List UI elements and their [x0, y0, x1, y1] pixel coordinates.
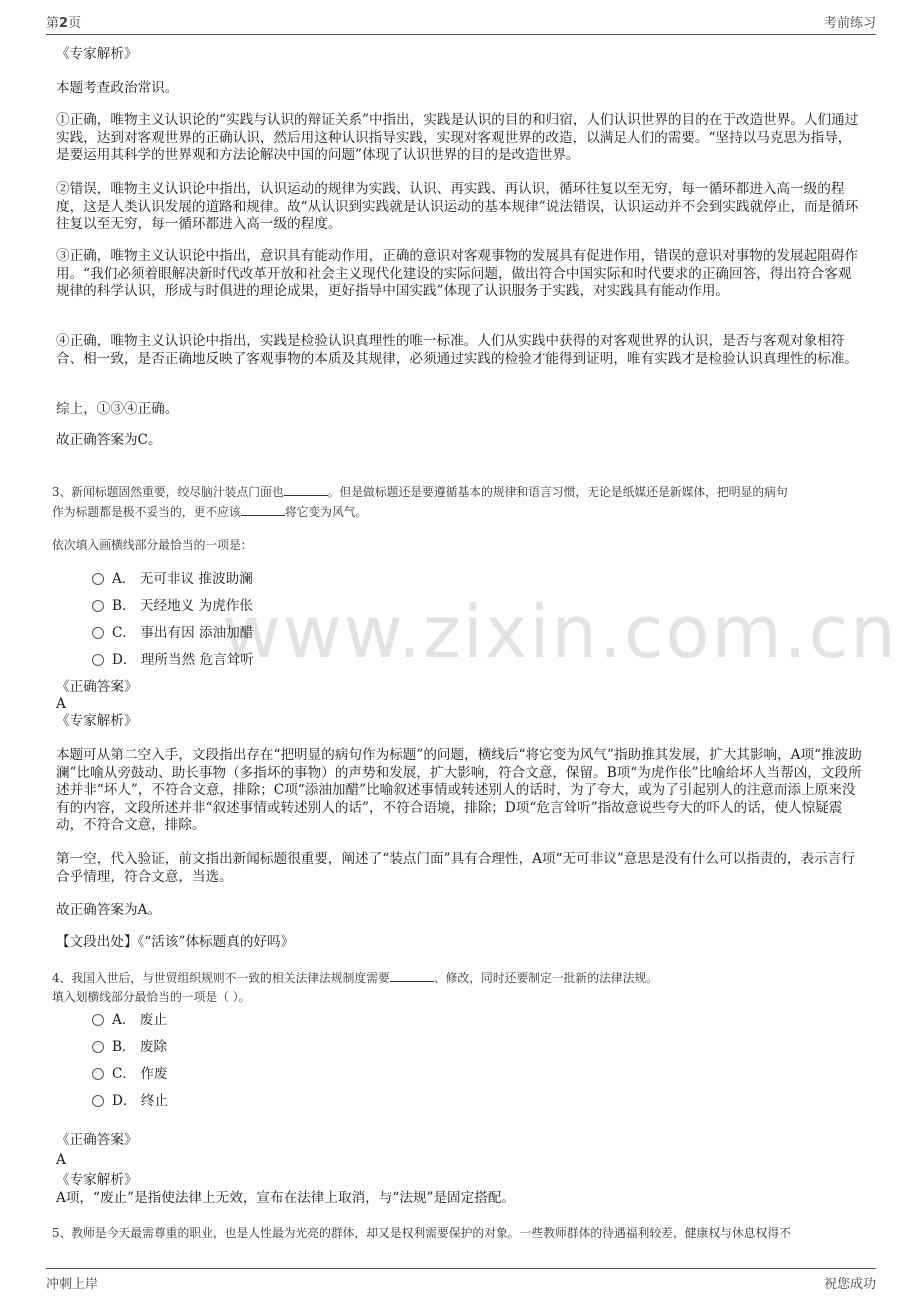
q3-option-b[interactable]: B． 天经地义 为虎作伥: [92, 597, 253, 615]
blank-1: [284, 483, 328, 496]
q4-answer-label: 《正确答案》: [56, 1132, 138, 1148]
blank-1: [390, 969, 434, 982]
q3-answer-label: 《正确答案》: [56, 679, 138, 695]
q3-answer: A: [56, 696, 66, 712]
q3-source: 【文段出处】《“活该”体标题真的好吗》: [56, 934, 295, 950]
radio-icon[interactable]: [92, 627, 104, 639]
q3-option-d[interactable]: D． 理所当然 危言耸听: [92, 651, 254, 669]
page-footer: [46, 1268, 876, 1292]
q2-answer-line: 故正确答案为C。: [56, 432, 162, 448]
page-header: [46, 12, 876, 35]
radio-icon[interactable]: [92, 573, 104, 585]
radio-icon[interactable]: [92, 1014, 104, 1026]
header-title: 考前练习: [823, 16, 876, 31]
q5-stem: 5、教师是今天最需尊重的职业，也是人性最为光亮的群体，却又是权利需要保护的对象。一些教师群体的待遇福利较差，健康权与休息权得不: [52, 1226, 791, 1240]
q4-answer: A: [56, 1152, 66, 1168]
q4-option-c[interactable]: C． 作废: [92, 1065, 168, 1083]
q3-stem: 3、新闻标题固然重要，绞尽脑汁装点门面也 。但是做标题还是要遵循基本的规律和语言习惯，无论是纸媒还是新媒体，把明显的病句 作为标题都是极不妥当的，更不应该 将它变为风气。: [52, 485, 788, 519]
q2-paragraph-1: 本题考查政治常识。: [56, 80, 179, 96]
q2-paragraph-4: ③正确，唯物主义认识论中指出，意识具有能动作用，正确的意识对客观事物的发展具有促进作用，错误的意识对事物的发展起阻碍作用。“我们必须着眼解决新时代改革开放和社会主义现代化建设的实际问题，做出符合中国实际和时代要求的正确回答，得出符合客观规律的科学认识，形成与时俱进的理论成果，更好指导中国实践”体现了认识服务于实践，对实践具有能动作用。: [56, 248, 859, 299]
q4-instruction: 填入划横线部分最恰当的一项是（ ）。: [52, 990, 251, 1004]
q3-option-c[interactable]: C． 事出有因 添油加醋: [92, 624, 253, 642]
blank-2: [241, 503, 285, 516]
q2-analysis-label: 《专家解析》: [56, 46, 138, 62]
radio-icon[interactable]: [92, 1095, 104, 1107]
radio-icon[interactable]: [92, 1041, 104, 1053]
q4-option-b[interactable]: B． 废除: [92, 1038, 167, 1056]
page-number: 第2页: [46, 16, 82, 31]
q2-paragraph-3: ②错误，唯物主义认识论中指出，认识运动的规律为实践、认识、再实践、再认识，循环往复以至无穷，每一循环都进入高一级的程度，这是人类认识发展的道路和规律。故“从认识到实践就是认识运动的基本规律”说法错误，认识运动并不会到实践就停止，而是循环往复以至无穷，每一循环都进入高一级的程度。: [56, 181, 859, 232]
q4-analysis-label: 《专家解析》: [56, 1172, 138, 1188]
q2-paragraph-5: ④正确，唯物主义认识论中指出，实践是检验认识真理性的唯一标准。人们从实践中获得的对客观世界的认识，是否与客观对象相符合、相一致，是否正确地反映了客观事物的本质及其规律，必须通过实践的检验才能得到证明，唯有实践才是检验认识真理性的标准。: [56, 333, 859, 367]
q3-analysis-2: 第一空，代入验证，前文指出新闻标题很重要，阐述了“装点门面”具有合理性，A项“无可非议”意思是没有什么可以指责的，表示言行合乎情理，符合文意，当选。: [56, 851, 855, 885]
footer-left: 冲刺上岸: [46, 1277, 99, 1292]
radio-icon[interactable]: [92, 1068, 104, 1080]
footer-right: 祝您成功: [823, 1277, 876, 1292]
q3-instruction: 依次填入画横线部分最恰当的一项是：: [52, 538, 253, 552]
q4-option-d[interactable]: D． 终止: [92, 1092, 168, 1110]
q2-paragraph-6: 综上，①③④正确。: [56, 401, 179, 417]
radio-icon[interactable]: [92, 600, 104, 612]
q3-analysis-3: 故正确答案为A。: [56, 902, 161, 918]
q3-analysis-label: 《专家解析》: [56, 713, 138, 729]
q3-option-a[interactable]: A． 无可非议 推波助澜: [92, 570, 253, 588]
watermark: www.zixin.com.cn: [222, 590, 898, 674]
q3-analysis-1: 本题可从第二空入手，文段指出存在“把明显的病句作为标题”的问题，横线后“将它变为风气”指助推其发展，扩大其影响，A项“推波助澜”比喻从旁鼓动、助长事物（多指坏的事物）的声势和发展，扩大影响，符合文意，保留。B项“为虎作伥”比喻给坏人当帮凶，文段所述并非“坏人”，不符合文意，排除；C项“添油加醋”比喻叙述事情或转述别人的话时，为了夸大，或为了引起别人的注意而添上原来没有的内容，文段所述并非“叙述事情或转述别人的话”，不符合语境，排除；D项“危言耸听”指故意说些夸大的吓人的话，使人惊疑震动，不符合文意，排除。: [56, 747, 862, 833]
q2-paragraph-2: ①正确，唯物主义认识论的“实践与认识的辩证关系”中指出，实践是认识的目的和归宿，人们认识世界的目的在于改造世界。人们通过实践，达到对客观世界的正确认识，然后用这种认识指导实践，实现对客观世界的改造，以满足人们的需要。“坚持以马克思为指导，是要运用其科学的世界观和方法论解决中国的问题”体现了认识世界的目的是改造世界。: [56, 112, 859, 163]
q4-analysis-1: A项，“废止”是指使法律上无效，宣布在法律上取消，与“法规”是固定搭配。: [56, 1190, 516, 1206]
q4-stem: 4、我国入世后，与世贸组织规则不一致的相关法律法规制度需要 、修改，同时还要制定一批新的法律法规。: [52, 971, 658, 985]
q4-option-a[interactable]: A． 废止: [92, 1011, 167, 1029]
radio-icon[interactable]: [92, 654, 104, 666]
